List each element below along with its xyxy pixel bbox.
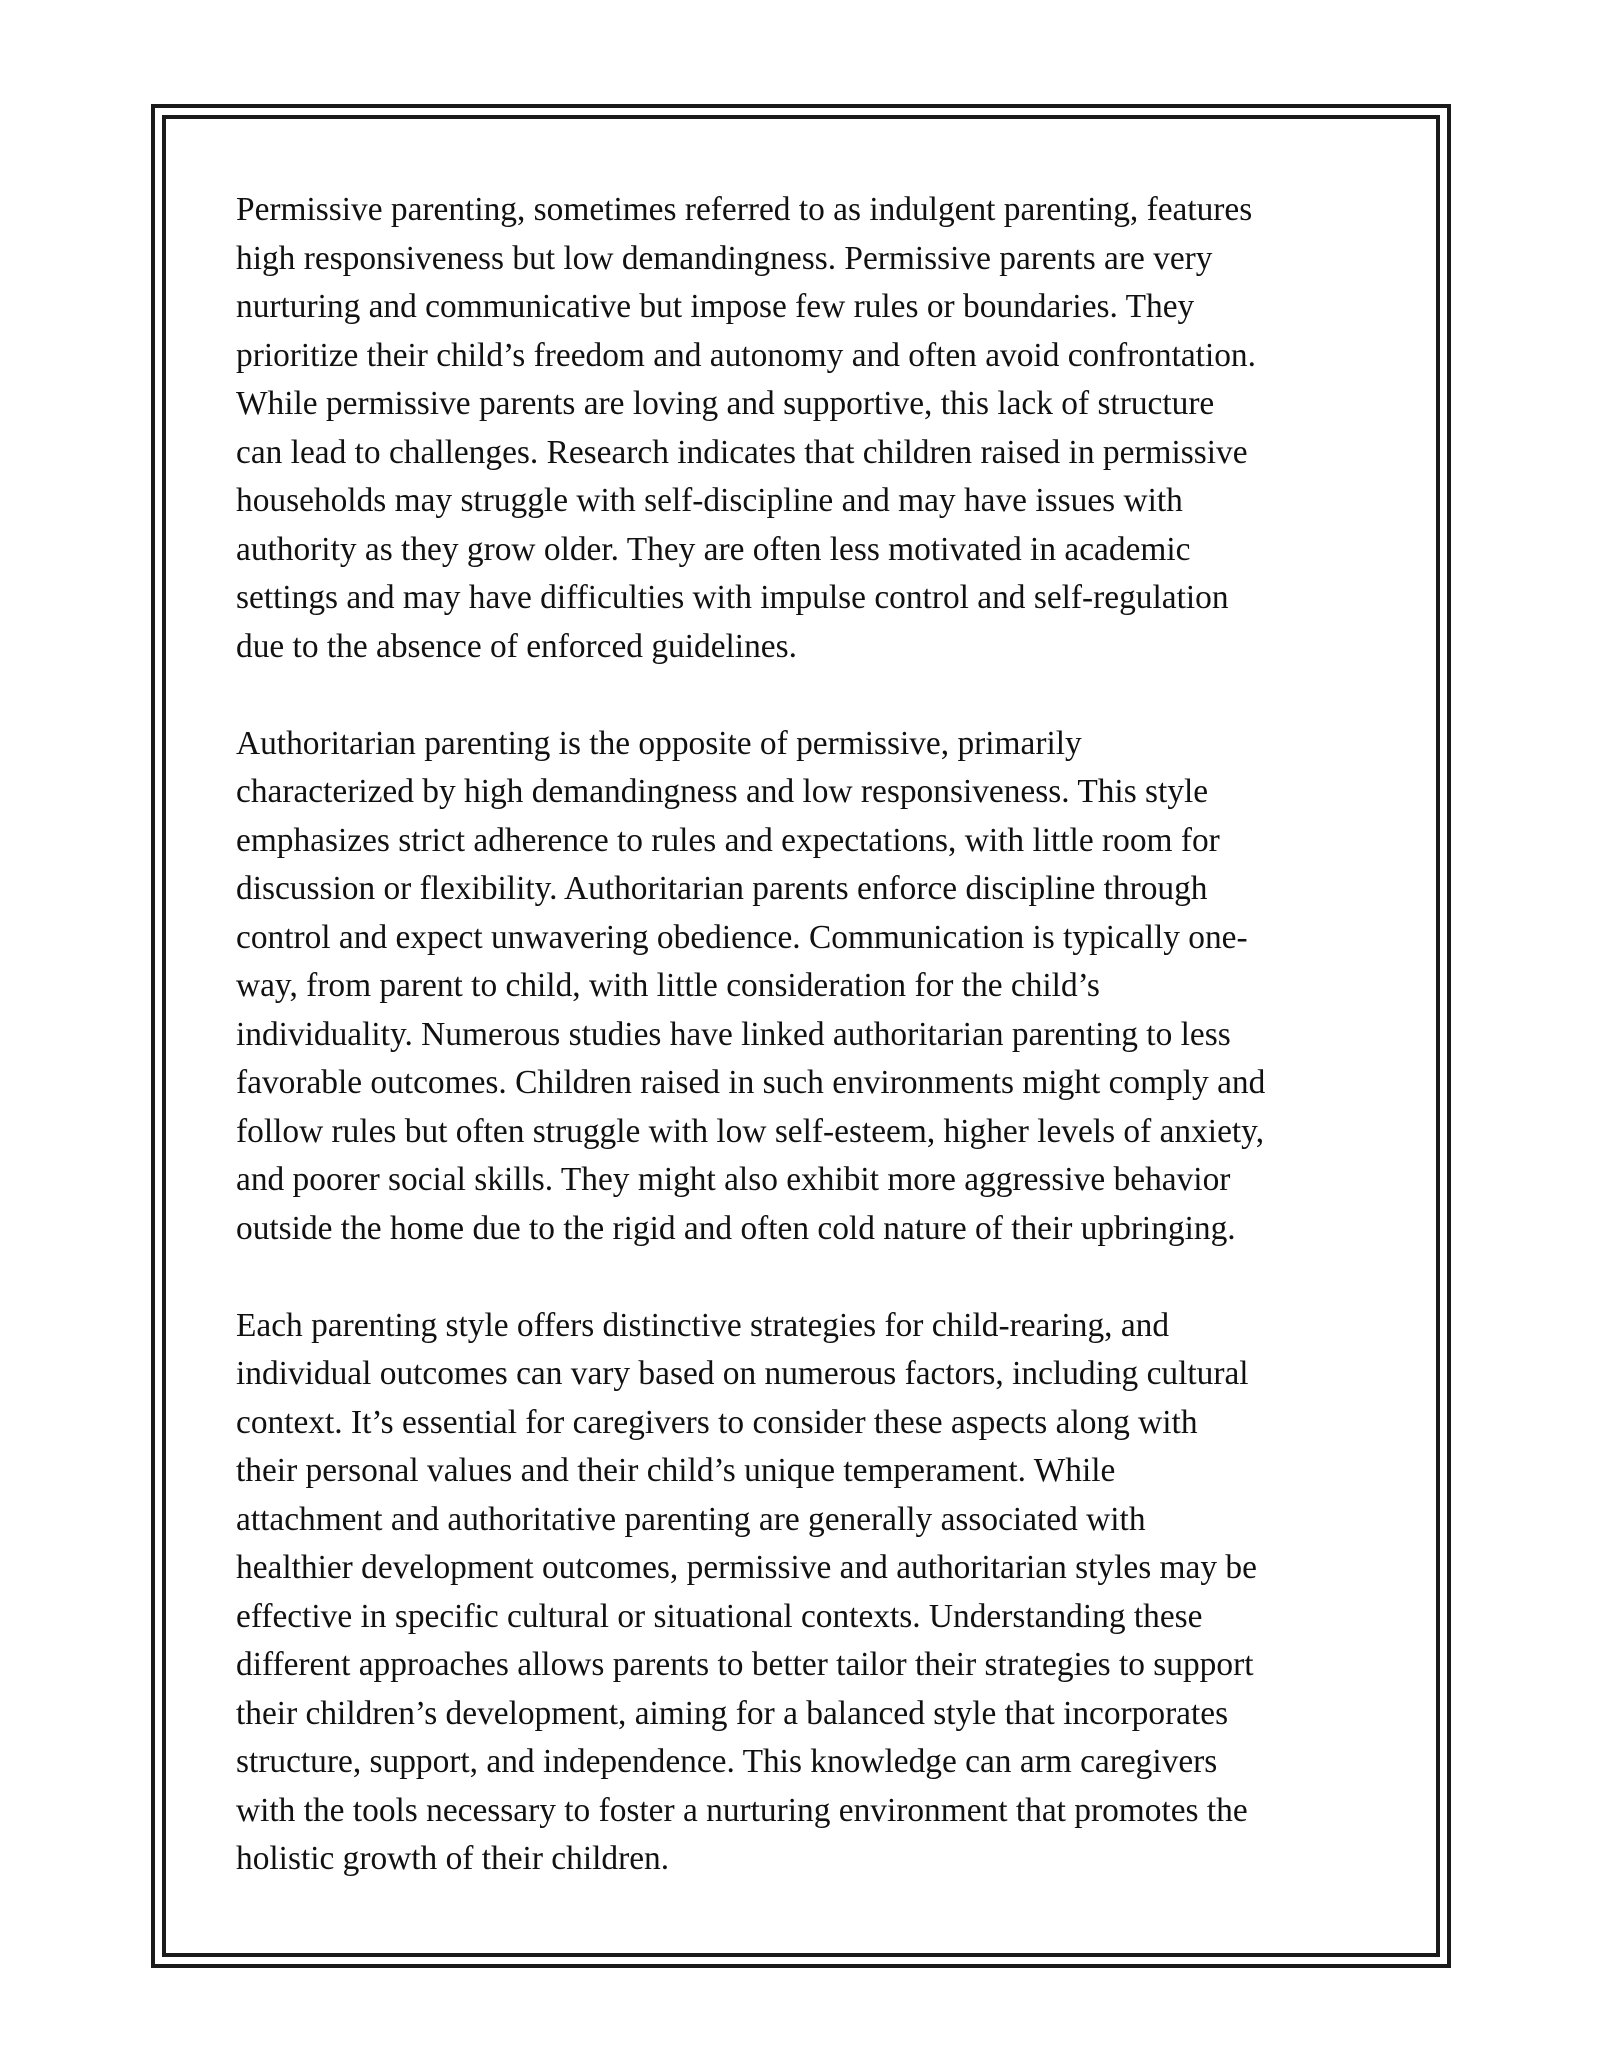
text-line: follow rules but often struggle with low self-esteem, higher levels of anxiety,	[236, 1112, 1265, 1150]
text-line: households may struggle with self-discipline and may have issues with	[236, 482, 1183, 519]
text-line: control and expect unwavering obedience. Communication is typically one-	[236, 918, 1248, 956]
text-line: individual outcomes can vary based on numerous factors, including cultural	[236, 1355, 1249, 1392]
document-body	[236, 186, 1371, 1932]
text-line: nurturing and communicative but impose few rules or boundaries. They	[236, 288, 1195, 325]
text-line: structure, support, and independence. This knowledge can arm caregivers	[236, 1743, 1218, 1780]
text-line: context. It’s essential for caregivers to consider these aspects along with	[236, 1403, 1198, 1441]
text-line: individuality. Numerous studies have linked authoritarian parenting to less	[236, 1015, 1231, 1053]
text-line: high responsiveness but low demandingness. Permissive parents are very	[236, 239, 1213, 277]
text-line: holistic growth of their children.	[236, 1840, 670, 1877]
text-line: with the tools necessary to foster a nurturing environment that promotes the	[236, 1791, 1248, 1829]
paragraph-authoritarian	[236, 720, 1371, 1254]
text-line: authority as they grow older. They are often less motivated in academic	[236, 530, 1191, 568]
text-line: settings and may have difficulties with impulse control and self-regulation	[236, 579, 1229, 616]
text-line: due to the absence of enforced guidelines.	[236, 627, 797, 665]
text-line: healthier development outcomes, permissive and authoritarian styles may be	[236, 1549, 1257, 1586]
text-line: discussion or flexibility. Authoritarian parents enforce discipline through	[236, 870, 1208, 907]
text-line: effective in specific cultural or situational contexts. Understanding these	[236, 1597, 1203, 1635]
text-line: outside the home due to the rigid and often cold nature of their upbringing.	[236, 1209, 1236, 1247]
paragraph-permissive	[236, 186, 1371, 671]
text-line: favorable outcomes. Children raised in such environments might comply and	[236, 1064, 1266, 1101]
text-line: Permissive parenting, sometimes referred to as indulgent parenting, features	[236, 191, 1253, 228]
text-line: and poorer social skills. They might also exhibit more aggressive behavior	[236, 1161, 1231, 1198]
text-line: characterized by high demandingness and low responsiveness. This style	[236, 773, 1209, 810]
text-line: Authoritarian parenting is the opposite of permissive, primarily	[236, 724, 1082, 762]
paragraph-conclusion	[236, 1302, 1371, 1884]
text-line: can lead to challenges. Research indicates that children raised in permissive	[236, 433, 1248, 471]
text-line: attachment and authoritative parenting are generally associated with	[236, 1500, 1146, 1538]
text-line: way, from parent to child, with little consideration for the child’s	[236, 967, 1100, 1004]
text-line: their personal values and their child’s unique temperament. While	[236, 1452, 1116, 1489]
text-line: emphasizes strict adherence to rules and expectations, with little room for	[236, 821, 1220, 859]
text-line: While permissive parents are loving and supportive, this lack of structure	[236, 385, 1215, 422]
text-line: their children’s development, aiming for a balanced style that incorporates	[236, 1694, 1229, 1732]
text-line: prioritize their child’s freedom and autonomy and often avoid confrontation.	[236, 336, 1256, 374]
text-line: different approaches allows parents to better tailor their strategies to support	[236, 1646, 1254, 1683]
text-line: Each parenting style offers distinctive strategies for child-rearing, and	[236, 1306, 1170, 1344]
